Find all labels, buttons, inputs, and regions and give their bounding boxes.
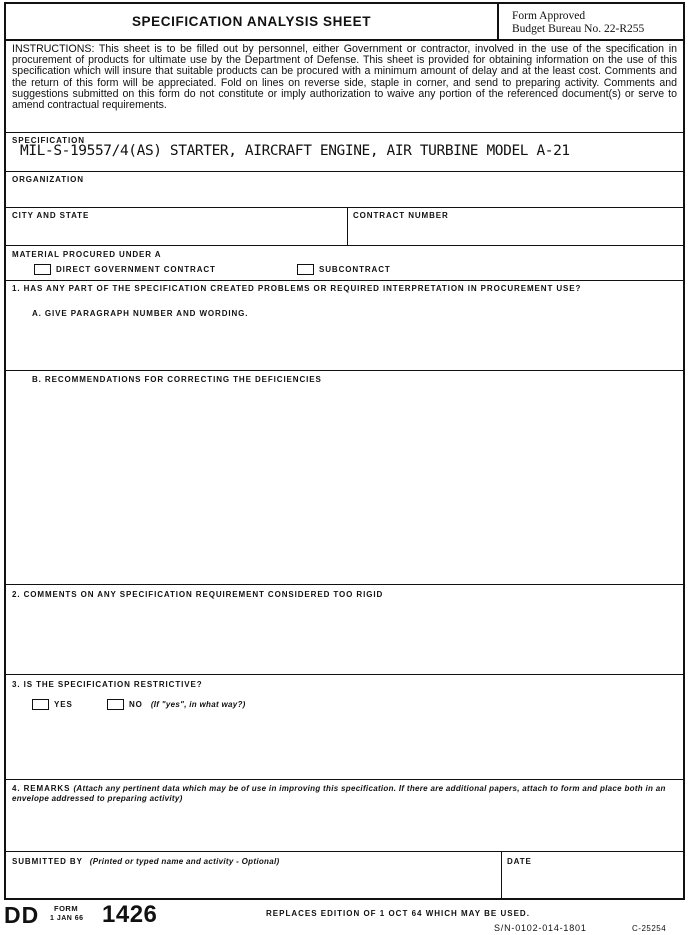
form-number: 1426 xyxy=(102,901,158,928)
submitted-by-row xyxy=(6,852,683,900)
question-1b-label: B. RECOMMENDATIONS FOR CORRECTING THE DEFICIENCIES xyxy=(32,375,322,384)
specification-label: SPECIFICATION xyxy=(12,136,85,145)
remarks-note: (Attach any pertinent data which may be of use in improving this specification. If there are additional papers, attach to form and place both in an envelope addressed to preparing activity) xyxy=(12,784,666,803)
question-1-section[interactable] xyxy=(6,281,683,371)
question-3-label: 3. IS THE SPECIFICATION RESTRICTIVE? xyxy=(12,680,203,689)
material-procured-label: MATERIAL PROCURED UNDER A xyxy=(12,250,162,259)
title-cell xyxy=(6,4,499,41)
no-checkbox[interactable] xyxy=(107,699,124,710)
form-word: FORM xyxy=(54,904,79,913)
code-number: C-25254 xyxy=(632,924,667,933)
remarks-label: 4. REMARKS xyxy=(12,784,71,793)
question-2-section[interactable] xyxy=(6,585,683,675)
question-1b-section[interactable] xyxy=(6,371,683,585)
question-1-label: 1. HAS ANY PART OF THE SPECIFICATION CREATED PROBLEMS OR REQUIRED INTERPRETATION IN PROCUREMENT USE? xyxy=(12,284,582,293)
yes-label: YES xyxy=(54,700,73,709)
city-state-label: CITY AND STATE xyxy=(12,211,90,220)
submitted-by-label: SUBMITTED BY xyxy=(12,857,83,866)
submitted-by-block[interactable] xyxy=(12,857,279,866)
direct-contract-checkbox[interactable] xyxy=(34,264,51,275)
direct-contract-label: DIRECT GOVERNMENT CONTRACT xyxy=(56,265,216,274)
organization-field[interactable] xyxy=(6,172,683,208)
form-header xyxy=(6,4,683,41)
city-contract-row xyxy=(6,208,683,246)
question-1a-label: A. GIVE PARAGRAPH NUMBER AND WORDING. xyxy=(32,309,249,318)
replaces-note: REPLACES EDITION OF 1 OCT 64 WHICH MAY BE USED. xyxy=(266,909,530,918)
stock-number: S/N-0102-014-1801 xyxy=(494,923,587,933)
question-3-section xyxy=(6,675,683,780)
subcontract-option[interactable] xyxy=(297,264,391,275)
remarks-block xyxy=(12,784,680,803)
subcontract-label: SUBCONTRACT xyxy=(319,265,391,274)
submitted-by-note: (Printed or typed name and activity - Optional) xyxy=(89,857,280,866)
specification-value: MIL-S-19557/4(AS) STARTER, AIRCRAFT ENGINE, AIR TURBINE MODEL A-21 xyxy=(20,143,570,159)
remarks-section[interactable] xyxy=(6,780,683,852)
no-option[interactable] xyxy=(107,699,246,710)
question-2-label: 2. COMMENTS ON ANY SPECIFICATION REQUIREMENT CONSIDERED TOO RIGID xyxy=(12,590,384,599)
instructions-section xyxy=(6,41,683,133)
subcontract-checkbox[interactable] xyxy=(297,264,314,275)
instructions-text: INSTRUCTIONS: This sheet is to be filled out by personnel, either Government or contractor, involved in the use of the specification in procurement of products for ultimate use by the Department of Defense. This sheet is provided for obtaining information on the use of this specification which will insure that suitable products can be procured with a minimum amount of delay and at the least cost. Comments and the return of this form will be appreciated. Fold on lines on reverse side, staple in corner, and send to preparing activity. Comments and suggestions submitted on this form do not constitute or imply authorization to waive any portion of the referenced document(s) or serve to amend contractual requirements. xyxy=(12,43,677,112)
approval-line-1: Form Approved xyxy=(512,10,586,22)
approval-block xyxy=(512,10,644,36)
form-date-code: 1 JAN 66 xyxy=(50,915,84,922)
no-label: NO xyxy=(129,700,143,709)
specification-analysis-form xyxy=(4,2,685,900)
divider xyxy=(501,852,502,900)
approval-line-2: Budget Bureau No. 22-R255 xyxy=(512,23,645,35)
specification-field[interactable] xyxy=(6,133,683,172)
date-field[interactable]: DATE xyxy=(507,857,532,866)
yes-option[interactable] xyxy=(32,699,73,710)
divider xyxy=(347,208,348,245)
material-procured-section xyxy=(6,246,683,281)
form-footer xyxy=(4,900,687,935)
organization-label: ORGANIZATION xyxy=(12,175,84,184)
yes-checkbox[interactable] xyxy=(32,699,49,710)
dd-mark: DD xyxy=(4,902,40,928)
direct-contract-option[interactable] xyxy=(34,264,216,275)
restrictive-note: (If "yes", in what way?) xyxy=(150,700,246,709)
contract-number-label: CONTRACT NUMBER xyxy=(353,211,449,220)
form-title: SPECIFICATION ANALYSIS SHEET xyxy=(131,14,372,29)
